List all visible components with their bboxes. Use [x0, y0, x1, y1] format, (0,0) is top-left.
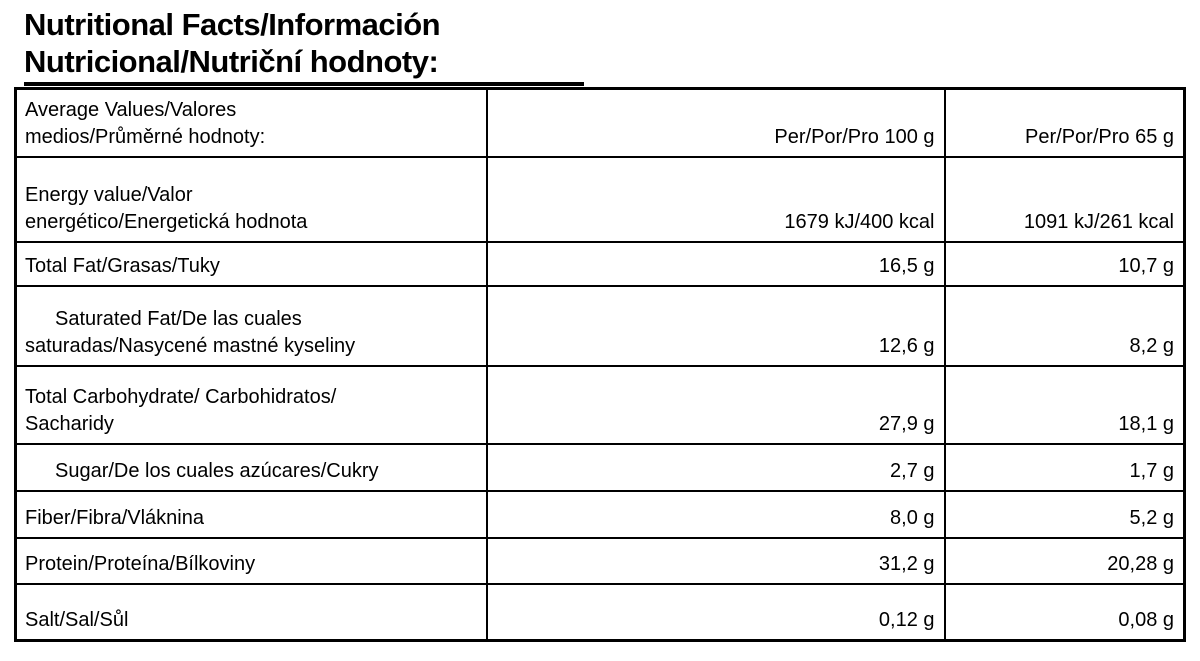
table-header-row	[16, 89, 1185, 157]
value-per-100g: 8,0 g	[487, 491, 945, 538]
nutrient-label: Fiber/Fibra/Vláknina	[25, 506, 204, 529]
value-per-100g: 16,5 g	[487, 242, 945, 286]
table-row	[16, 444, 1185, 491]
value-per-100g: 0,12 g	[487, 584, 945, 641]
value-per-65g: 1,7 g	[945, 444, 1185, 491]
table-row	[16, 286, 1185, 366]
nutrient-label-cell	[16, 584, 487, 641]
nutrient-label-cell	[16, 157, 487, 242]
nutrient-label: Saturated Fat/De las cuales saturadas/Nasycené mastné kyseliny	[25, 307, 356, 357]
nutrient-label: Protein/Proteína/Bílkoviny	[25, 552, 256, 575]
column-header-average-values	[16, 89, 487, 157]
value-per-100g: 12,6 g	[487, 286, 945, 366]
table-row	[16, 584, 1185, 641]
nutrient-label: Sugar/De los cuales azúcares/Cukry	[55, 459, 379, 482]
table-row	[16, 242, 1185, 286]
value-per-100g: 27,9 g	[487, 366, 945, 444]
nutrient-label-cell	[16, 538, 487, 584]
nutrition-table	[14, 87, 1186, 642]
value-per-65g: 0,08 g	[945, 584, 1185, 641]
page-title: Nutritional Facts/Información Nutricional/Nutriční hodnoty:	[24, 6, 584, 86]
table-row	[16, 157, 1185, 242]
column-header-per-65g: Per/Por/Pro 65 g	[945, 89, 1185, 157]
table-row	[16, 491, 1185, 538]
value-per-100g: 2,7 g	[487, 444, 945, 491]
nutrient-label-cell	[16, 366, 487, 444]
value-per-65g: 1091 kJ/261 kcal	[945, 157, 1185, 242]
table-row	[16, 366, 1185, 444]
table-row	[16, 538, 1185, 584]
nutrient-label-cell	[16, 286, 487, 366]
nutrient-label-cell	[16, 491, 487, 538]
value-per-65g: 10,7 g	[945, 242, 1185, 286]
value-per-65g: 5,2 g	[945, 491, 1185, 538]
nutrient-label-cell	[16, 444, 487, 491]
value-per-100g: 31,2 g	[487, 538, 945, 584]
table-body	[16, 157, 1185, 641]
column-header-per-100g: Per/Por/Pro 100 g	[487, 89, 945, 157]
nutrient-label: Total Carbohydrate/ Carbohidratos/ Sacharidy	[25, 385, 337, 435]
nutrient-label-cell	[16, 242, 487, 286]
nutrient-label: Energy value/Valor energético/Energetická hodnota	[25, 183, 308, 233]
nutrient-label: Salt/Sal/Sůl	[25, 609, 129, 631]
value-per-65g: 8,2 g	[945, 286, 1185, 366]
value-per-65g: 20,28 g	[945, 538, 1185, 584]
nutrient-label: Total Fat/Grasas/Tuky	[25, 254, 220, 277]
column-header-average-values-text: Average Values/Valores medios/Průměrné hodnoty:	[25, 98, 266, 148]
value-per-65g: 18,1 g	[945, 366, 1185, 444]
value-per-100g: 1679 kJ/400 kcal	[487, 157, 945, 242]
